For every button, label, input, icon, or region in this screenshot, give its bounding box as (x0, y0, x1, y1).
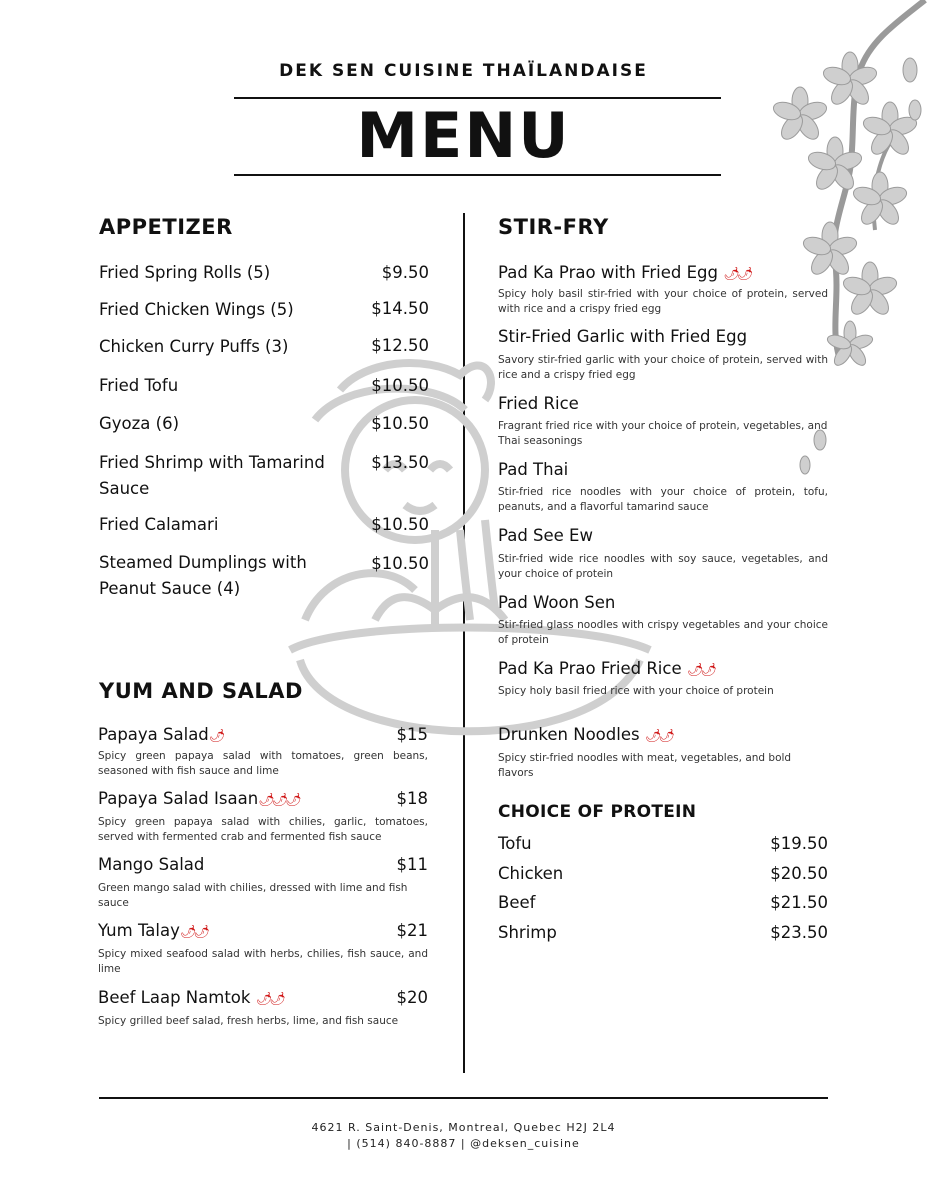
stirfry-section-title: STIR-FRY (498, 215, 609, 239)
stirfry-item-description: Stir-fried wide rice noodles with soy sauce, vegetables, and your choice of protein (498, 553, 828, 580)
protein-section-title: CHOICE OF PROTEIN (498, 802, 697, 822)
protein-item-name: Tofu (498, 834, 532, 853)
appetizer-item-price: $10.50 (371, 554, 429, 573)
footer-rule (99, 1097, 828, 1099)
salad-item-label: Papaya Salad Isaan (98, 789, 259, 808)
salad-item-label: Mango Salad (98, 855, 205, 874)
salad-item-description: Spicy grilled beef salad, fresh herbs, lime, and fish sauce (98, 1015, 399, 1027)
stirfry-item-name (498, 525, 828, 549)
salad-item-price: $15 (396, 725, 428, 744)
stirfry-item-name (498, 459, 828, 483)
stirfry-item-name (498, 326, 828, 350)
appetizer-item-name: Gyoza (6) (99, 414, 180, 433)
appetizer-item-name: Steamed Dumplings with Peanut Sauce (4) (99, 553, 307, 598)
appetizer-item-name: Fried Calamari (99, 515, 219, 534)
appetizer-item-price: $14.50 (371, 299, 429, 318)
stirfry-item-label: Fried Rice (498, 394, 579, 413)
stirfry-item-name (498, 658, 828, 682)
stirfry-item-description: Spicy stir-fried noodles with meat, vegetables, and bold flavors (498, 752, 792, 779)
stirfry-item-label: Pad Thai (498, 460, 569, 479)
stirfry-item-description: Spicy holy basil stir-fried with your choice of protein, served with rice and a crispy fried egg (498, 288, 828, 315)
protein-item-name: Shrimp (498, 923, 557, 942)
chili-icon: 🌶🌶 (179, 925, 207, 940)
stirfry-item-label: Pad Ka Prao with Fried Egg (498, 263, 718, 282)
stirfry-item-description: Fragrant fried rice with your choice of protein, vegetables, and Thai seasonings (498, 420, 828, 447)
protein-item-price: $19.50 (770, 834, 828, 853)
menu-title: MENU (356, 99, 571, 172)
appetizer-item-price: $9.50 (381, 263, 429, 282)
protein-item-price: $23.50 (770, 923, 828, 942)
salad-item-name (98, 987, 378, 1011)
appetizer-item-name: Chicken Curry Puffs (3) (99, 337, 289, 356)
salad-item-name (98, 788, 378, 812)
stirfry-item-name (498, 393, 828, 417)
chili-icon: 🌶🌶 (723, 267, 751, 282)
appetizer-item-price: $10.50 (371, 414, 429, 433)
protein-item-name: Chicken (498, 864, 564, 883)
salad-item-description: Spicy green papaya salad with chilies, garlic, tomatoes, served with fermented crab and fermented fish sauce (98, 816, 428, 843)
salad-item-description: Spicy green papaya salad with tomatoes, green beans, seasoned with fish sauce and lime (98, 750, 428, 777)
chili-icon: 🌶 (208, 729, 223, 744)
appetizer-item-price: $10.50 (371, 376, 429, 395)
stirfry-item-description: Spicy holy basil fried rice with your choice of protein (498, 685, 774, 697)
stirfry-item-name (498, 592, 828, 616)
salad-item-description: Spicy mixed seafood salad with herbs, chilies, fish sauce, and lime (98, 948, 428, 975)
stirfry-item-label: Pad Ka Prao Fried Rice (498, 659, 682, 678)
appetizer-item-name: Fried Shrimp with Tamarind Sauce (99, 453, 325, 498)
stirfry-item-description: Stir-fried rice noodles with your choice of protein, tofu, peanuts, and a flavorful tamarind sauce (498, 486, 828, 513)
protein-item-price: $20.50 (770, 864, 828, 883)
salad-item-price: $18 (396, 789, 428, 808)
footer-address: 4621 R. Saint-Denis, Montreal, Quebec H2J 2L4 (311, 1121, 616, 1134)
stirfry-item-label: Pad See Ew (498, 526, 593, 545)
header-bottom-rule (234, 174, 721, 176)
stirfry-item-label: Stir-Fried Garlic with Fried Egg (498, 327, 748, 346)
stirfry-item-name (498, 262, 828, 286)
stirfry-item-description: Savory stir-fried garlic with your choice of protein, served with rice and a crispy fried egg (498, 354, 828, 381)
restaurant-name: DEK SEN CUISINE THAÏLANDAISE (279, 61, 648, 81)
salad-item-price: $20 (396, 988, 428, 1007)
chili-icon: 🌶🌶 (686, 663, 714, 678)
appetizer-item-name: Fried Tofu (99, 376, 179, 395)
salad-item-label: Papaya Salad (98, 725, 209, 744)
appetizer-item-name: Fried Chicken Wings (5) (99, 300, 294, 319)
chili-icon: 🌶🌶 (644, 729, 672, 744)
chili-icon: 🌶🌶 (255, 992, 283, 1007)
stirfry-item-label: Pad Woon Sen (498, 593, 616, 612)
protein-item-price: $21.50 (770, 893, 828, 912)
salad-section-title: YUM AND SALAD (99, 679, 303, 703)
salad-item-name (98, 724, 378, 748)
salad-item-label: Yum Talay (98, 921, 180, 940)
appetizer-section-title: APPETIZER (99, 215, 233, 239)
stirfry-item-label: Drunken Noodles (498, 725, 640, 744)
footer-contact: | (514) 840-8887 | @deksen_cuisine (347, 1137, 580, 1150)
protein-item-name: Beef (498, 893, 536, 912)
stirfry-item-description: Stir-fried glass noodles with crispy vegetables and your choice of protein (498, 619, 828, 646)
salad-item-price: $11 (396, 855, 428, 874)
salad-item-label: Beef Laap Namtok (98, 988, 251, 1007)
appetizer-item-price: $13.50 (371, 453, 429, 472)
salad-item-price: $21 (396, 921, 428, 940)
appetizer-item-price: $10.50 (371, 515, 429, 534)
salad-item-description: Green mango salad with chilies, dressed with lime and fish sauce (98, 882, 408, 909)
appetizer-item-price: $12.50 (371, 336, 429, 355)
salad-item-name (98, 854, 378, 878)
stirfry-item-name (498, 724, 828, 748)
chili-icon: 🌶🌶🌶 (258, 793, 299, 808)
appetizer-item-name: Fried Spring Rolls (5) (99, 263, 271, 282)
salad-item-name (98, 920, 378, 944)
